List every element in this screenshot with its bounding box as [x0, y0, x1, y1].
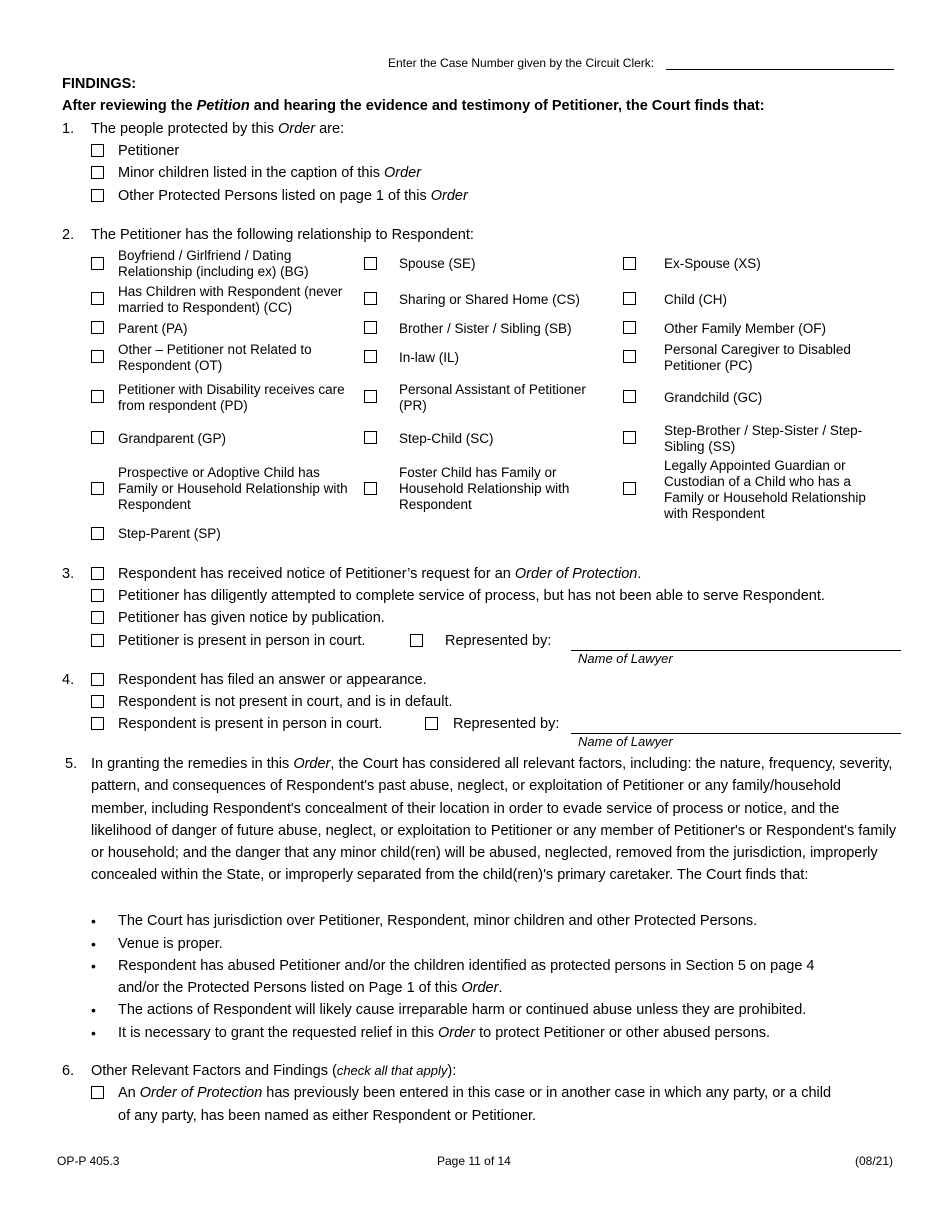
respondent-lawyer-caption: Name of Lawyer: [578, 734, 673, 749]
option-adoptive: Prospective or Adoptive Child has Family or Household Relationship with Respondent: [118, 465, 348, 512]
option-other-protected: Other Protected Persons listed on page 1 of this Order: [118, 188, 468, 204]
option-default: Respondent is not present in court, and is in default.: [118, 694, 453, 710]
checkbox-ch[interactable]: [623, 292, 636, 305]
bullet-marker: •: [91, 913, 96, 929]
checkbox-xs[interactable]: [623, 257, 636, 270]
checkbox-se[interactable]: [364, 257, 377, 270]
option-ss: Step-Brother / Step-Sister / Step-Sibling (SS): [664, 423, 863, 454]
item-5-paragraph: In granting the remedies in this Order, the Court has considered all relevant factors, including: the nature, frequency, severity, pattern, and consequences of Respondent's past abuse, neglect, or exploitation of Petitioner or any family/household member, including Respondent's concealment of their location in order to evade service of process or notice, and the likelihood of danger of future abuse, neglect, or exploitation to Petitioner or any member of Petitioner's or Respondent's family or household; and the danger that any minor child(ren) will be abused, neglected, removed from the jurisdiction, improperly concealed within the State, or improperly separated from the child(ren)'s primary caretaker. The Court finds that:: [91, 756, 897, 884]
checkbox-bg[interactable]: [91, 257, 104, 270]
option-sc: Step-Child (SC): [399, 431, 494, 446]
item-1-text: The people protected by this Order are:: [91, 121, 345, 137]
checkbox-prior-order[interactable]: [91, 1086, 104, 1099]
bullet-abused-continued: and/or the Protected Persons listed on Page 1 of this Order.: [118, 980, 503, 996]
bullet-marker: •: [91, 1002, 96, 1018]
item-2-text: The Petitioner has the following relationship to Respondent:: [91, 227, 474, 243]
option-ot: Other – Petitioner not Related to Respondent (OT): [118, 342, 312, 373]
checkbox-petitioner-present[interactable]: [91, 634, 104, 647]
checkbox-gp[interactable]: [91, 431, 104, 444]
checkbox-pr[interactable]: [364, 390, 377, 403]
checkbox-answer[interactable]: [91, 673, 104, 686]
checkbox-other-protected[interactable]: [91, 189, 104, 202]
option-sp: Step-Parent (SP): [118, 526, 221, 541]
option-se: Spouse (SE): [399, 256, 476, 271]
checkbox-diligent[interactable]: [91, 589, 104, 602]
bullet-marker: •: [91, 958, 96, 974]
bullet-venue: Venue is proper.: [118, 936, 223, 952]
checkbox-sc[interactable]: [364, 431, 377, 444]
case-number-label: Enter the Case Number given by the Circuit Clerk:: [388, 56, 655, 70]
option-publication: Petitioner has given notice by publication.: [118, 610, 385, 626]
bullet-marker: •: [91, 1025, 96, 1041]
item-6-number: 6.: [62, 1063, 75, 1079]
checkbox-cs[interactable]: [364, 292, 377, 305]
checkbox-foster[interactable]: [364, 482, 377, 495]
option-answer: Respondent has filed an answer or appearance.: [118, 672, 427, 688]
bullet-marker: •: [91, 936, 96, 952]
petitioner-represented-label: Represented by:: [445, 633, 552, 649]
form-date: (08/21): [855, 1154, 894, 1168]
option-prior-order: An Order of Protection has previously been entered in this case or in another case in which any party, or a child: [118, 1085, 832, 1101]
option-cs: Sharing or Shared Home (CS): [399, 292, 580, 307]
option-gp: Grandparent (GP): [118, 431, 227, 446]
checkbox-default[interactable]: [91, 695, 104, 708]
item-5-number: 5.: [65, 756, 78, 772]
checkbox-pc[interactable]: [623, 350, 636, 363]
checkbox-gc[interactable]: [623, 390, 636, 403]
option-prior-order-continued: of any party, has been named as either Respondent or Petitioner.: [118, 1108, 537, 1124]
option-guardian: Legally Appointed Guardian or Custodian of a Child who has a Family or Household Relationship with Respondent: [664, 458, 866, 521]
checkbox-of[interactable]: [623, 321, 636, 334]
checkbox-cc[interactable]: [91, 292, 104, 305]
checkbox-il[interactable]: [364, 350, 377, 363]
bullet-jurisdiction: The Court has jurisdiction over Petitioner, Respondent, minor children and other Protected Persons.: [118, 913, 758, 929]
case-number-field[interactable]: [666, 69, 894, 70]
checkbox-publication[interactable]: [91, 611, 104, 624]
option-pr: Personal Assistant of Petitioner (PR): [399, 382, 586, 413]
option-xs: Ex-Spouse (XS): [664, 256, 761, 271]
option-cc: Has Children with Respondent (never married to Respondent) (CC): [118, 284, 343, 315]
option-pa: Parent (PA): [118, 321, 188, 336]
form-id: OP-P 405.3: [57, 1154, 120, 1168]
item-3-number: 3.: [62, 566, 75, 582]
checkbox-petitioner-represented[interactable]: [410, 634, 423, 647]
option-il: In-law (IL): [399, 350, 460, 365]
checkbox-pd[interactable]: [91, 390, 104, 403]
option-minor-children: Minor children listed in the caption of this Order: [118, 165, 422, 181]
option-sb: Brother / Sister / Sibling (SB): [399, 321, 572, 336]
checkbox-sp[interactable]: [91, 527, 104, 540]
option-pd: Petitioner with Disability receives care from respondent (PD): [118, 382, 345, 413]
checkbox-sb[interactable]: [364, 321, 377, 334]
checkbox-guardian[interactable]: [623, 482, 636, 495]
checkbox-adoptive[interactable]: [91, 482, 104, 495]
findings-intro: After reviewing the Petition and hearing the evidence and testimony of Petitioner, the Court finds that:: [62, 98, 765, 114]
option-petitioner: Petitioner: [118, 143, 180, 159]
option-bg: Boyfriend / Girlfriend / Dating Relationship (including ex) (BG): [118, 248, 309, 279]
option-pc: Personal Caregiver to Disabled Petitioner (PC): [664, 342, 851, 373]
checkbox-petitioner[interactable]: [91, 144, 104, 157]
bullet-necessary: It is necessary to grant the requested relief in this Order to protect Petitioner or other abused persons.: [118, 1025, 771, 1041]
page-number: Page 11 of 14: [437, 1154, 511, 1168]
item-6-text: Other Relevant Factors and Findings (check all that apply):: [91, 1063, 457, 1079]
option-foster: Foster Child has Family or Household Relationship with Respondent: [399, 465, 570, 512]
checkbox-ot[interactable]: [91, 350, 104, 363]
checkbox-ss[interactable]: [623, 431, 636, 444]
option-notice: Respondent has received notice of Petitioner’s request for an Order of Protection.: [118, 566, 642, 582]
bullet-irreparable: The actions of Respondent will likely cause irreparable harm or continued abuse unless they are prohibited.: [118, 1002, 807, 1018]
option-ch: Child (CH): [664, 292, 728, 307]
item-1-number: 1.: [62, 121, 75, 137]
checkbox-minor-children[interactable]: [91, 166, 104, 179]
option-gc: Grandchild (GC): [664, 390, 763, 405]
option-petitioner-present: Petitioner is present in person in court.: [118, 633, 366, 649]
option-diligent: Petitioner has diligently attempted to complete service of process, but has not been able to serve Respondent.: [118, 588, 825, 604]
option-of: Other Family Member (OF): [664, 321, 827, 336]
item-2-number: 2.: [62, 227, 75, 243]
checkbox-respondent-represented[interactable]: [425, 717, 438, 730]
option-respondent-present: Respondent is present in person in court.: [118, 716, 383, 732]
respondent-represented-label: Represented by:: [453, 716, 560, 732]
checkbox-notice[interactable]: [91, 567, 104, 580]
checkbox-pa[interactable]: [91, 321, 104, 334]
findings-heading: FINDINGS:: [62, 76, 137, 92]
petitioner-lawyer-caption: Name of Lawyer: [578, 651, 673, 666]
item-4-number: 4.: [62, 672, 75, 688]
bullet-abused: Respondent has abused Petitioner and/or the children identified as protected persons in Section 5 on page 4: [118, 958, 815, 974]
checkbox-respondent-present[interactable]: [91, 717, 104, 730]
